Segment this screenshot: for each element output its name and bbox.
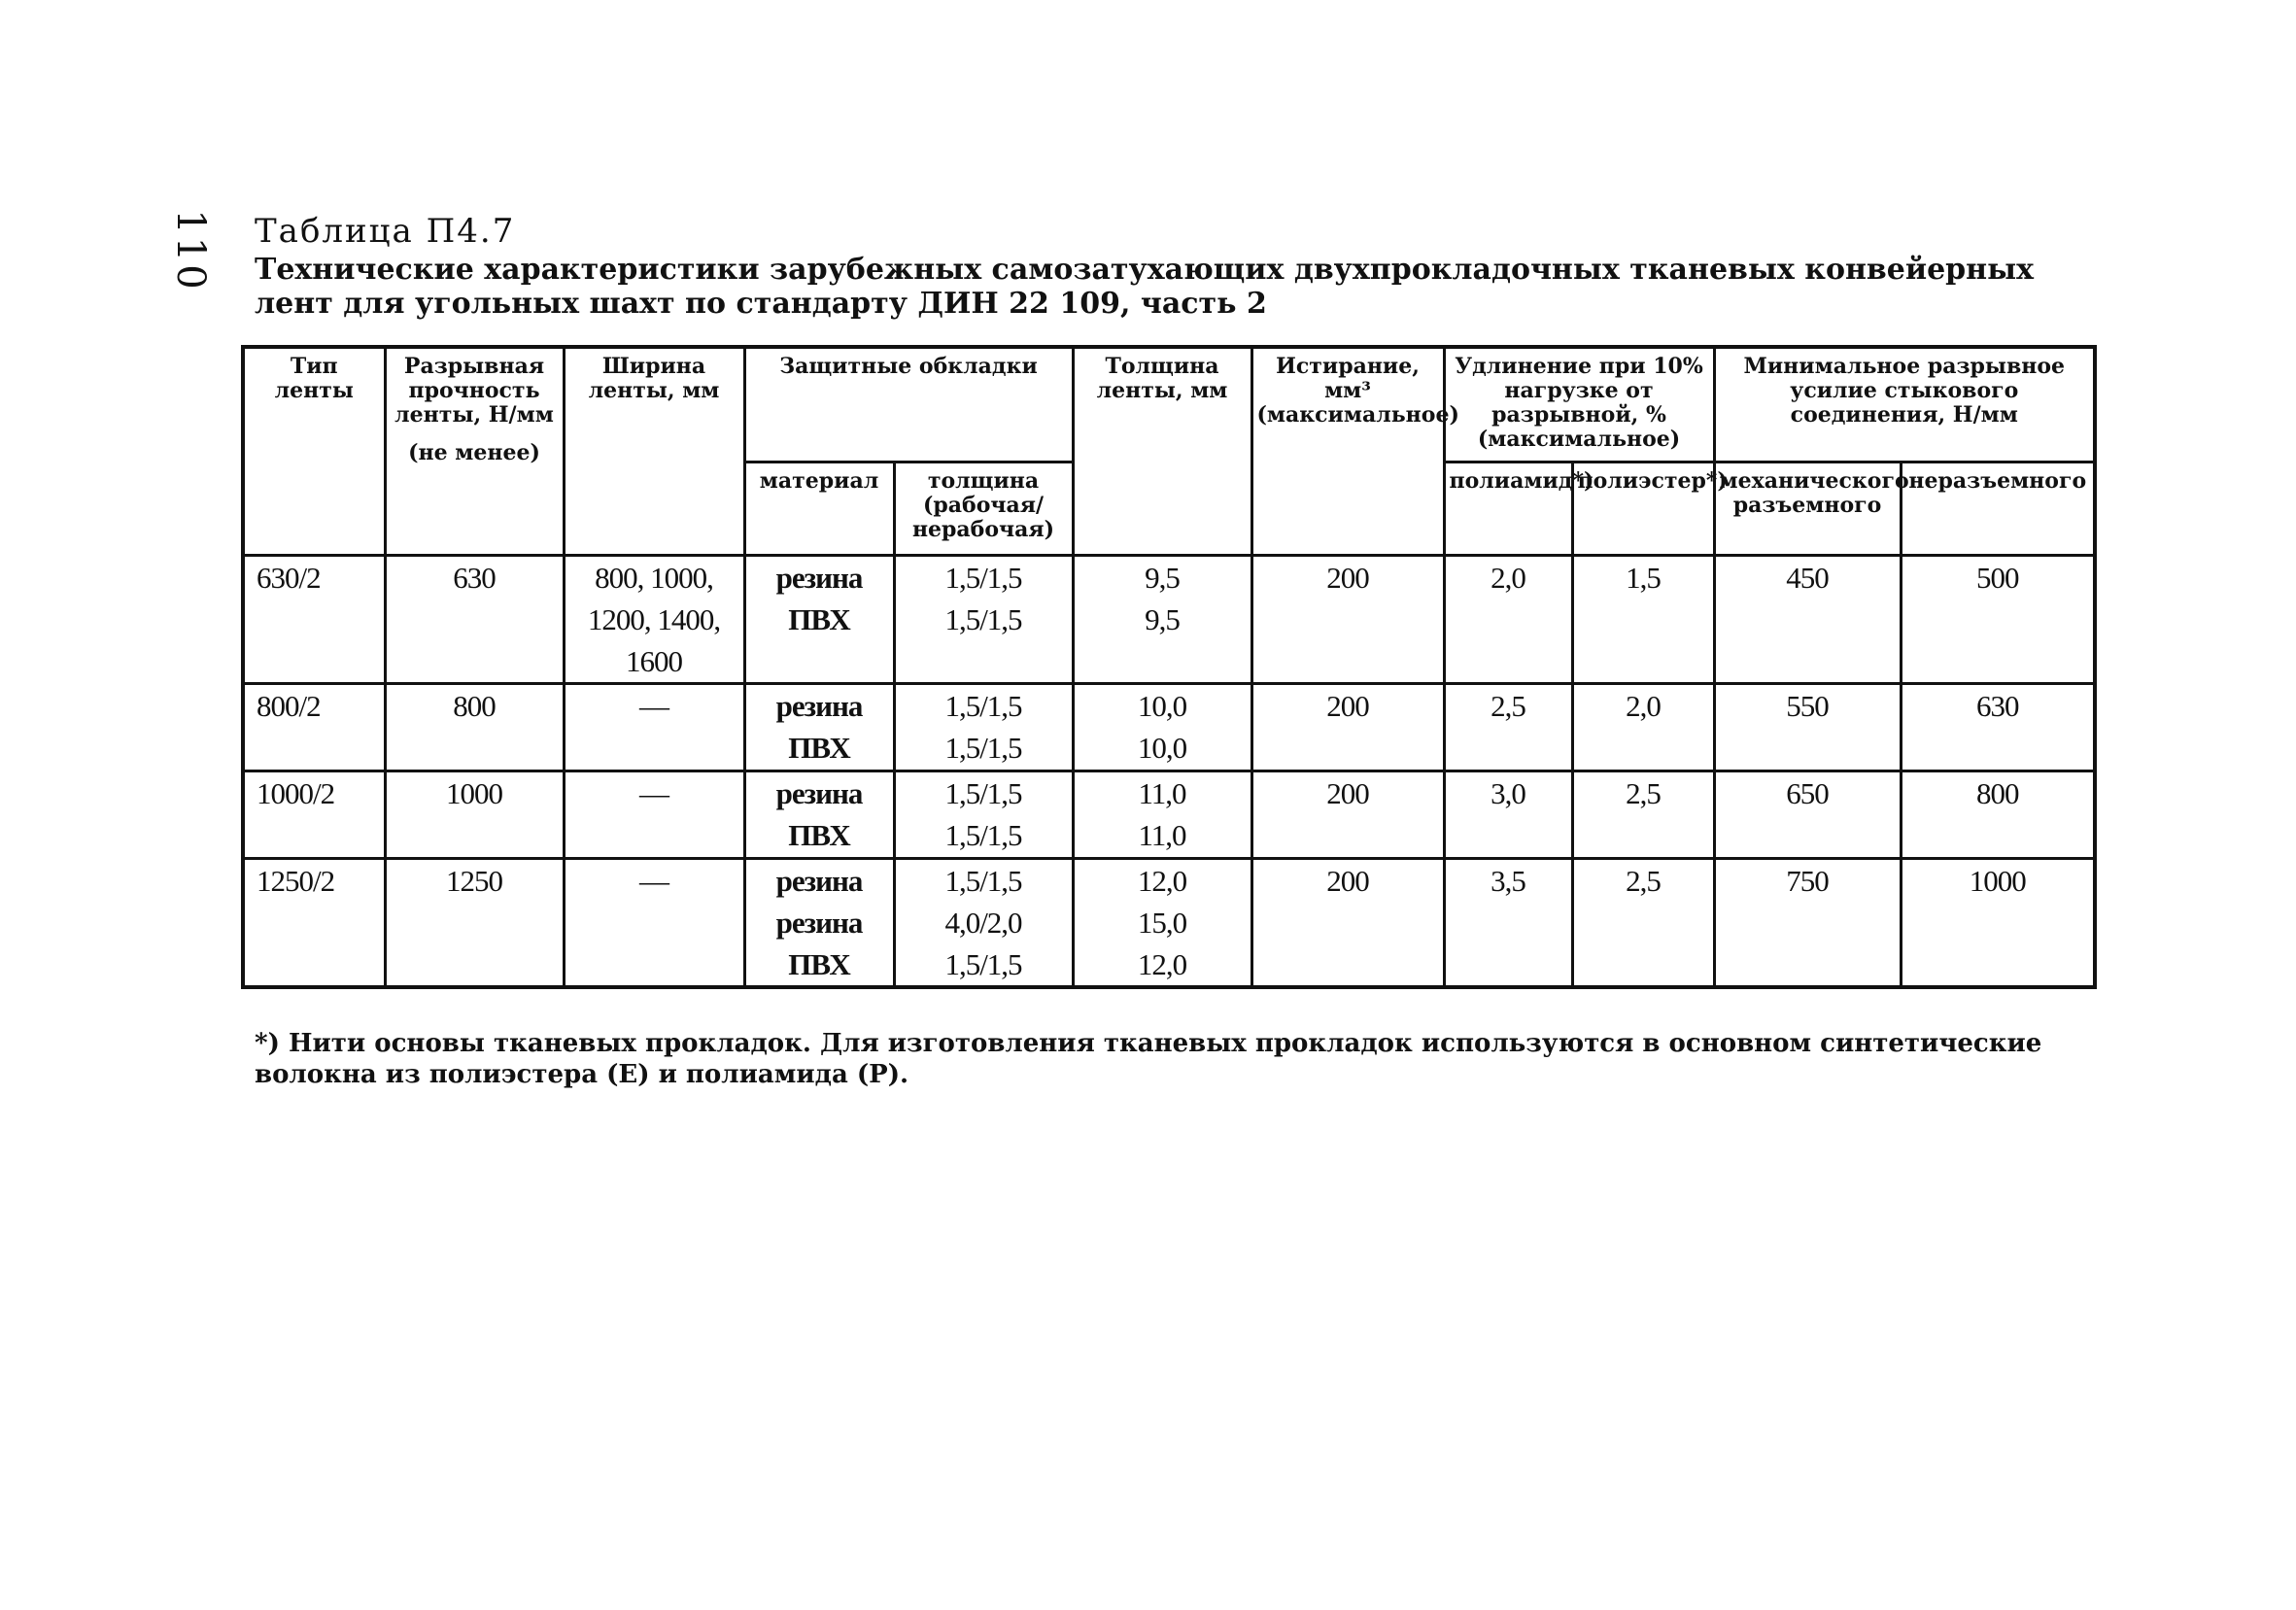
belt-thickness-line: 15,0 (1137, 905, 1187, 940)
cell-permanent: 630 (1901, 683, 2095, 771)
cell-abrasion: 200 (1251, 683, 1444, 771)
cell-polyamide: 2,0 (1444, 555, 1572, 683)
cell-polyester: 1,5 (1572, 555, 1714, 683)
belt-thickness-line: 12,0 (1137, 863, 1187, 898)
cell-permanent: 500 (1901, 555, 2095, 683)
cell-mechanical: 750 (1714, 858, 1901, 987)
material-line: ПВХ (788, 730, 850, 765)
table-heading: Технические характеристики зарубежных самозатухающих двухпрокладочных тканевых конвейерных лент для угольных шахт по стандарту ДИН 22 109, часть 2 (255, 253, 2035, 321)
cell-width: — (564, 771, 744, 858)
header-type: Тип ленты (243, 347, 385, 555)
cell-belt-thickness (1073, 858, 1251, 987)
table-title: Таблица П4.7 (255, 212, 516, 251)
cell-strength: 800 (385, 683, 564, 771)
cell-width: — (564, 858, 744, 987)
cell-strength: 1250 (385, 858, 564, 987)
belt-thickness-line: 11,0 (1138, 817, 1186, 852)
header-polyamide: полиамид*) (1444, 462, 1572, 555)
footnote: *) Нити основы тканевых прокладок. Для изготовления тканевых прокладок используются в основном синтетические волокна из полиэстера (E) и полиамида (P). (255, 1029, 2042, 1089)
header-covers: Защитные обкладки (744, 347, 1073, 462)
cell-cover-thickness (894, 555, 1073, 683)
cover-thickness-line: 1,5/1,5 (944, 730, 1022, 765)
cell-polyester: 2,5 (1572, 771, 1714, 858)
header-elongation: Удлинение при 10% нагрузке от разрывной, % (максимальное) (1444, 347, 1714, 462)
cell-type: 1000/2 (243, 771, 385, 858)
cover-thickness-line: 1,5/1,5 (944, 946, 1022, 981)
cell-abrasion: 200 (1251, 555, 1444, 683)
header-strength-label: Разрывная прочность ленты, Н/мм (394, 354, 554, 428)
table-row (243, 555, 2095, 683)
cell-strength: 1000 (385, 771, 564, 858)
cell-cover-thickness (894, 683, 1073, 771)
header-row (243, 347, 2095, 462)
cover-thickness-line: 1,5/1,5 (944, 817, 1022, 852)
cell-polyester: 2,0 (1572, 683, 1714, 771)
table-row (243, 858, 2095, 987)
belt-thickness-line: 12,0 (1137, 946, 1187, 981)
header-belt-thickness: Толщина ленты, мм (1073, 347, 1251, 555)
cell-belt-thickness (1073, 771, 1251, 858)
belt-thickness-line: 11,0 (1138, 775, 1186, 810)
cell-material (744, 683, 894, 771)
cell-mechanical: 450 (1714, 555, 1901, 683)
table-row (243, 771, 2095, 858)
cover-thickness-line: 1,5/1,5 (944, 560, 1022, 595)
material-line: резина (775, 560, 863, 595)
cell-permanent: 800 (1901, 771, 2095, 858)
material-line: ПВХ (788, 601, 850, 636)
spec-table (241, 345, 2097, 989)
header-min-joint: Минимальное разрывное усилие стыкового соединения, Н/мм (1714, 347, 2095, 462)
cell-cover-thickness (894, 771, 1073, 858)
table-row (243, 683, 2095, 771)
material-line: резина (775, 863, 863, 898)
cell-type: 800/2 (243, 683, 385, 771)
header-polyester: полиэстер*) (1572, 462, 1714, 555)
cover-thickness-line: 1,5/1,5 (944, 601, 1022, 636)
cell-type: 1250/2 (243, 858, 385, 987)
cell-abrasion: 200 (1251, 858, 1444, 987)
cell-material (744, 555, 894, 683)
cell-abrasion: 200 (1251, 771, 1444, 858)
belt-thickness-line: 9,5 (1145, 601, 1180, 636)
cell-polyester: 2,5 (1572, 858, 1714, 987)
cell-width-line: 1600 (626, 643, 682, 678)
cover-thickness-line: 1,5/1,5 (944, 775, 1022, 810)
table-caption (255, 212, 2101, 321)
header-strength (385, 347, 564, 555)
cell-strength: 630 (385, 555, 564, 683)
header-abrasion: Истирание, мм³ (максимальное) (1251, 347, 1444, 555)
header-permanent: неразъемного (1901, 462, 2095, 555)
material-line: резина (775, 775, 863, 810)
cell-polyamide: 2,5 (1444, 683, 1572, 771)
material-line: резина (775, 905, 863, 940)
header-cover-thickness: толщина (рабочая/нерабочая) (894, 462, 1073, 555)
material-line: ПВХ (788, 817, 850, 852)
header-width: Ширина ленты, мм (564, 347, 744, 555)
material-line: ПВХ (788, 946, 850, 981)
belt-thickness-line: 10,0 (1137, 688, 1187, 723)
header-cover-material: материал (744, 462, 894, 555)
cell-permanent: 1000 (1901, 858, 2095, 987)
cover-thickness-line: 1,5/1,5 (944, 863, 1022, 898)
page-number: 110 (168, 209, 213, 292)
cell-cover-thickness (894, 858, 1073, 987)
cell-belt-thickness (1073, 555, 1251, 683)
cell-mechanical: 650 (1714, 771, 1901, 858)
cell-material (744, 858, 894, 987)
cell-polyamide: 3,0 (1444, 771, 1572, 858)
material-line: резина (775, 688, 863, 723)
header-strength-note: (не менее) (408, 440, 540, 465)
cell-type: 630/2 (243, 555, 385, 683)
cell-width-line: 800, 1000, (595, 560, 713, 595)
cell-width-line: 1200, 1400, (587, 601, 721, 636)
cell-material (744, 771, 894, 858)
cover-thickness-line: 4,0/2,0 (944, 905, 1022, 940)
cell-polyamide: 3,5 (1444, 858, 1572, 987)
belt-thickness-line: 9,5 (1145, 560, 1180, 595)
cell-mechanical: 550 (1714, 683, 1901, 771)
cell-width: — (564, 683, 744, 771)
belt-thickness-line: 10,0 (1137, 730, 1187, 765)
header-mechanical: механического разъемного (1714, 462, 1901, 555)
cell-width (564, 555, 744, 683)
cell-belt-thickness (1073, 683, 1251, 771)
cover-thickness-line: 1,5/1,5 (944, 688, 1022, 723)
